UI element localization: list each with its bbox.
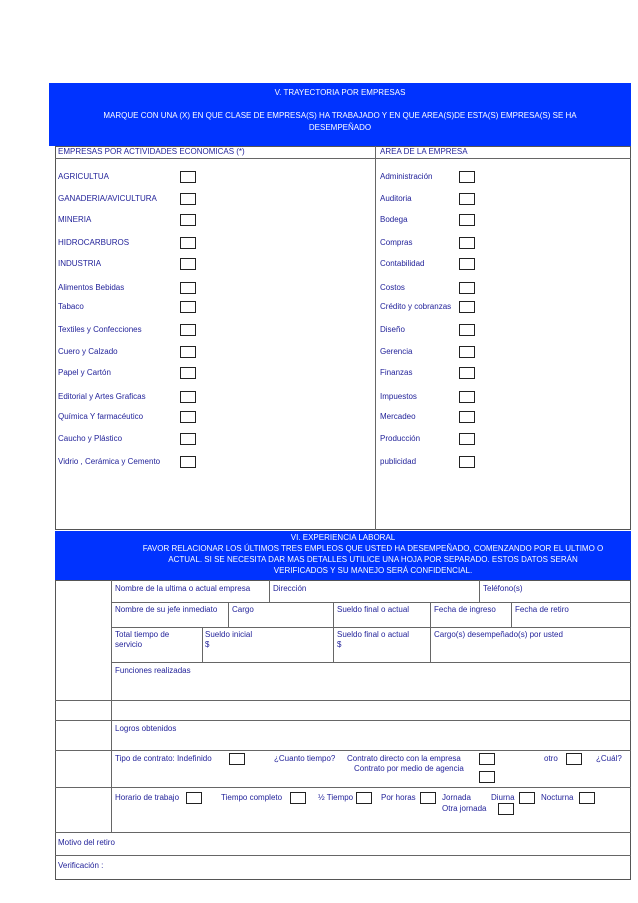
sueldo-final-label-2: Sueldo final o actual [337,630,410,639]
fecha-ingreso-label: Fecha de ingreso [434,605,496,614]
horario-label: Horario de trabajo [115,793,180,802]
otra-jornada-checkbox[interactable] [498,803,514,815]
area-checkbox[interactable] [459,258,475,270]
section-5-instruction: MARQUE CON UNA (X) EN QUE CLASE DE EMPRESA(S) HA TRABAJADO Y EN QUE AREA(S)DE ESTA(S) EMPRESA(S) SE HA DESEMPEÑADO [103,111,577,132]
cual-label: ¿Cuál? [596,754,622,763]
area-label: Contabilidad [380,259,425,268]
cuanto-tiempo-label: ¿Cuanto tiempo? [274,754,336,763]
activity-label: Vidrio , Cerámica y Cemento [58,457,161,466]
area-checkbox[interactable] [459,346,475,358]
cargo-label: Cargo [232,605,254,614]
activity-label: Alimentos Bebidas [58,283,125,292]
area-label: Administración [380,172,433,181]
diurna-label: Diurna [491,793,515,802]
por-horas-label: Por horas [381,793,416,802]
activity-label: Química Y farmacéutico [58,412,144,421]
activity-checkbox[interactable] [180,301,196,313]
activity-label: MINERIA [58,215,92,224]
activity-checkbox[interactable] [180,346,196,358]
area-checkbox[interactable] [459,193,475,205]
tipo-contrato-label: Tipo de contrato: Indefinido [115,754,212,763]
jefe-label: Nombre de su jefe inmediato [115,605,218,614]
section-5-title: V. TRAYECTORIA POR EMPRESAS [274,88,406,97]
area-label: Compras [380,238,413,247]
activity-label: AGRICULTUA [58,172,109,181]
medio-tiempo-checkbox[interactable] [356,792,372,804]
horario-checkbox[interactable] [186,792,202,804]
section-6-line-3: VERIFICADOS Y SU MANEJO SERÁ CONFIDENCIAL. [273,566,473,575]
contrato-directo-checkbox[interactable] [479,753,495,765]
activity-checkbox[interactable] [180,258,196,270]
otro-label: otro [544,754,558,763]
activity-checkbox[interactable] [180,324,196,336]
activity-checkbox[interactable] [180,193,196,205]
tiempo-completo-checkbox[interactable] [290,792,306,804]
areas-column-header: AREA DE LA EMPRESA [380,147,468,156]
activity-checkbox[interactable] [180,214,196,226]
area-label: Crédito y cobranzas [380,302,452,311]
area-label: publicidad [380,457,417,466]
area-checkbox[interactable] [459,282,475,294]
area-label: Gerencia [380,347,413,356]
medio-tiempo-label: ½ Tiempo [318,793,354,802]
contrato-directo-label: Contrato directo con la empresa [347,754,461,763]
activity-checkbox[interactable] [180,391,196,403]
funciones-label: Funciones realizadas [115,666,191,675]
fecha-retiro-label: Fecha de retiro [515,605,569,614]
telefono-label: Teléfono(s) [483,584,523,593]
activity-checkbox[interactable] [180,367,196,379]
tiempo-completo-label: Tiempo completo [221,793,283,802]
area-checkbox[interactable] [459,324,475,336]
activity-label: Cuero y Calzado [58,347,118,356]
activity-checkbox[interactable] [180,237,196,249]
tiempo-servicio-label-2: servicio [115,640,143,649]
activity-label: Textiles y Confecciones [58,325,142,334]
activity-label: INDUSTRIA [58,259,102,268]
diurna-checkbox[interactable] [519,792,535,804]
section-5-header [49,83,631,146]
nocturna-label: Nocturna [541,793,574,802]
logros-label: Logros obtenidos [115,724,177,733]
verificacion-label: Verificación : [58,861,104,870]
activity-label: Tabaco [58,302,84,311]
activity-label: GANADERIA/AVICULTURA [58,194,157,203]
cargos-label: Cargo(s) desempeñado(s) por usted [434,630,563,639]
activity-checkbox[interactable] [180,456,196,468]
motivo-retiro-label: Motivo del retiro [58,838,115,847]
area-checkbox[interactable] [459,171,475,183]
otra-jornada-label: Otra jornada [442,804,487,813]
section-6-header [55,531,631,580]
jornada-label: Jornada [442,793,471,802]
otro-checkbox[interactable] [566,753,582,765]
sueldo-inicial-label: Sueldo inicial [205,630,253,639]
tiempo-servicio-label: Total tiempo de [115,630,170,639]
activity-checkbox[interactable] [180,171,196,183]
section-6-line-2: ACTUAL. SI SE NECESITA DAR MAS DETALLES UTILICE UNA HOJA POR SEPARADO. ESTOS DATOS SERÁN [168,555,578,564]
activity-label: Caucho y Plástico [58,434,123,443]
indefinido-checkbox[interactable] [229,753,245,765]
activity-checkbox[interactable] [180,282,196,294]
sueldo-inicial-currency: $ [205,640,210,649]
area-label: Costos [380,283,405,292]
area-checkbox[interactable] [459,433,475,445]
activity-label: Editorial y Artes Graficas [58,392,146,401]
activity-label: HIDROCARBUROS [58,238,130,247]
por-horas-checkbox[interactable] [420,792,436,804]
empresa-label: Nombre de la ultima o actual empresa [115,584,251,593]
area-checkbox[interactable] [459,411,475,423]
activity-checkbox[interactable] [180,411,196,423]
contrato-agencia-checkbox[interactable] [479,771,495,783]
area-checkbox[interactable] [459,391,475,403]
area-label: Mercadeo [380,412,416,421]
area-label: Auditoria [380,194,412,203]
area-checkbox[interactable] [459,237,475,249]
activity-label: Papel y Cartón [58,368,111,377]
area-checkbox[interactable] [459,456,475,468]
section-6-line-1: FAVOR RELACIONAR LOS ÚLTIMOS TRES EMPLEOS QUE USTED HA DESEMPEÑADO, COMENZANDO POR EL ULTIMO O [142,544,604,553]
sueldo-final-currency: $ [337,640,342,649]
area-checkbox[interactable] [459,214,475,226]
area-label: Diseño [380,325,405,334]
section-6-title: VI. EXPERIENCIA LABORAL [290,533,396,542]
area-checkbox[interactable] [459,367,475,379]
area-label: Finanzas [380,368,413,377]
direccion-label: Dirección [273,584,307,593]
area-checkbox[interactable] [459,301,475,313]
area-label: Bodega [380,215,408,224]
area-label: Impuestos [380,392,417,401]
sueldo-final-label: Sueldo final o actual [337,605,410,614]
area-label: Producción [380,434,421,443]
nocturna-checkbox[interactable] [579,792,595,804]
contrato-agencia-label: Contrato por medio de agencia [354,764,464,773]
activities-column-header: EMPRESAS POR ACTIVIDADES ECONOMICAS (*) [58,147,245,156]
activity-checkbox[interactable] [180,433,196,445]
